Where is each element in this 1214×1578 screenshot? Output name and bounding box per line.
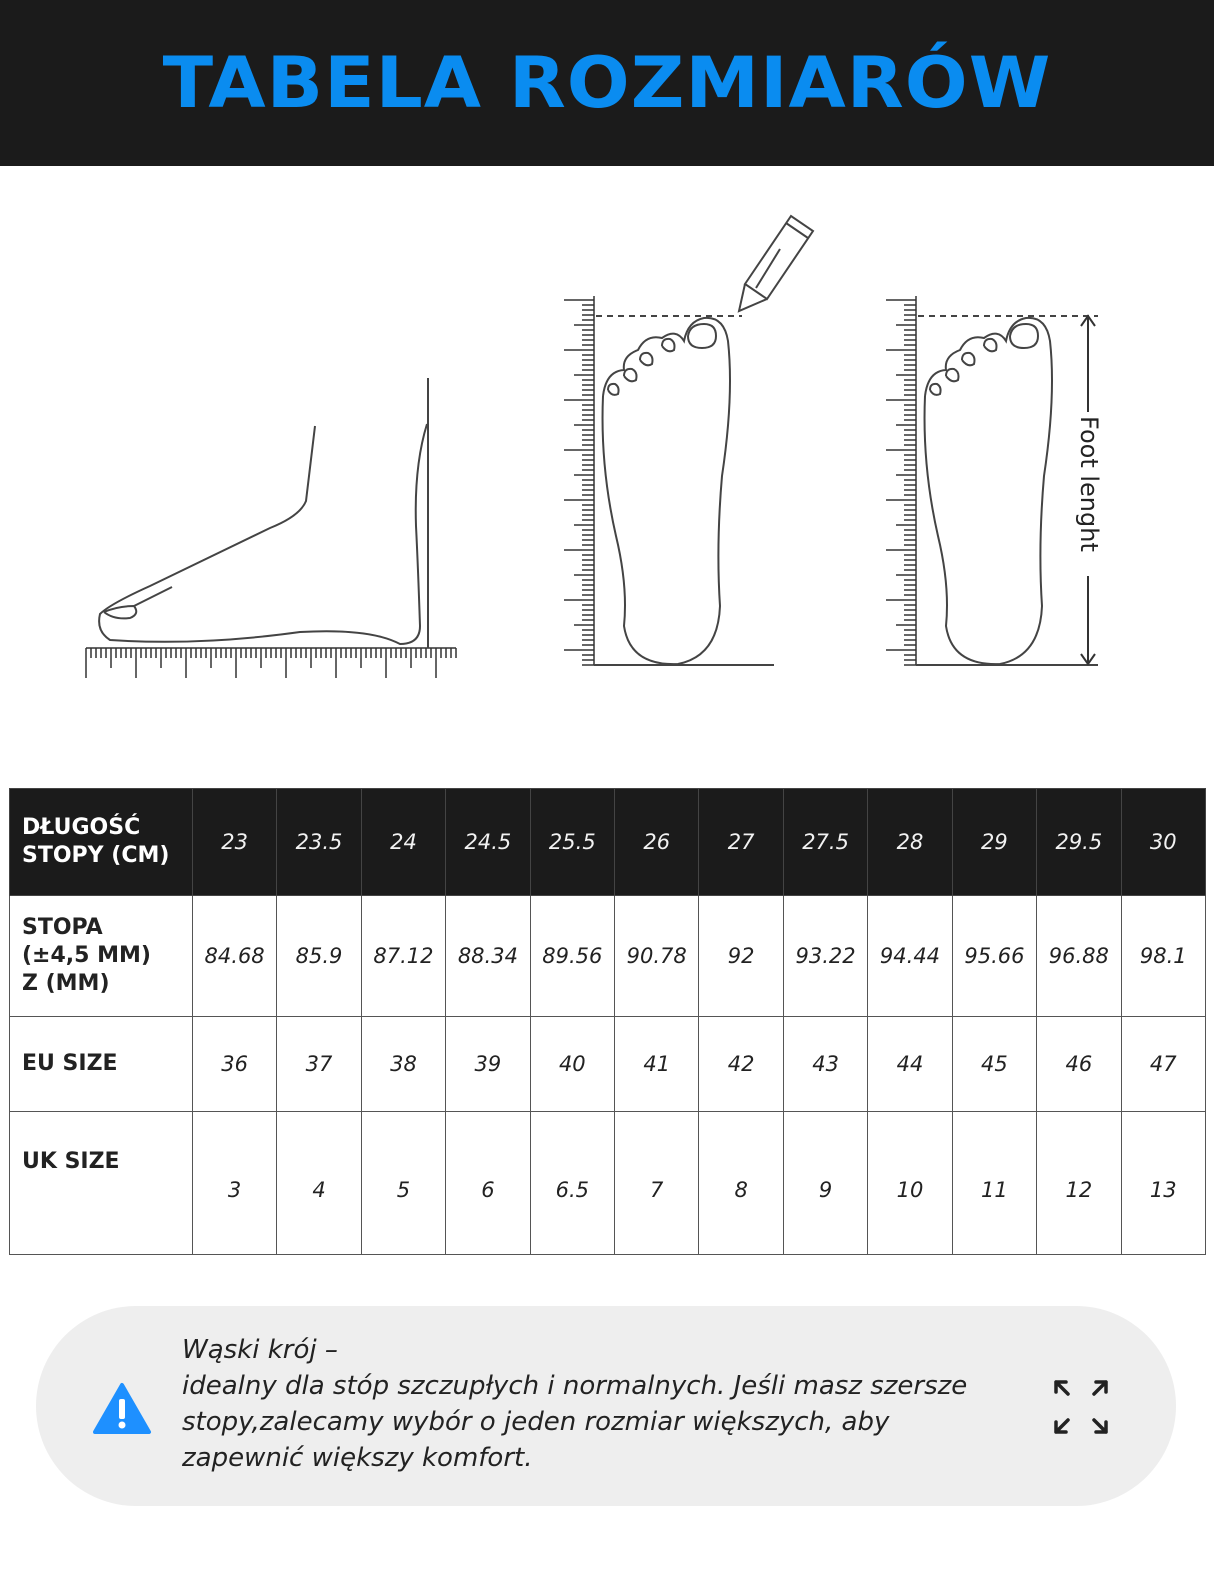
table-cell: 39 [446,1017,530,1112]
table-cell: 43 [783,1017,867,1112]
side-view-foot [99,378,428,648]
top-view-foot-right [916,316,1098,665]
table-cell: 13 [1121,1112,1205,1255]
table-cell: 84.68 [192,896,276,1017]
table-cell: 3 [192,1112,276,1255]
column-header: 29.5 [1037,789,1121,896]
table-cell: 47 [1121,1017,1205,1112]
vertical-ruler-left [564,296,594,665]
note-line: idealny dla stóp szczupłych i normalnych. Jeśli masz szersze [182,1371,968,1401]
table-cell: 93.22 [783,896,867,1017]
warning-triangle-icon [92,1382,152,1436]
table-cell: 36 [192,1017,276,1112]
table-cell: 7 [615,1112,699,1255]
side-view-ruler [86,648,456,678]
column-header: 23 [192,789,276,896]
table-cell: 96.88 [1037,896,1121,1017]
note-line: zapewnić większy komfort. [182,1443,533,1473]
note-line: stopy,zalecamy wybór o jeden rozmiar większych, aby [182,1407,890,1437]
column-header: 25.5 [530,789,614,896]
table-cell: 8 [699,1112,783,1255]
expand-arrows-icon [1052,1378,1110,1436]
table-cell: 88.34 [446,896,530,1017]
table-header-row [10,789,1206,896]
table-cell: 6.5 [530,1112,614,1255]
table-cell: 38 [361,1017,445,1112]
column-header: 24 [361,789,445,896]
foot-length-label: Foot lenght [1075,416,1103,552]
header-banner [0,0,1214,166]
column-header: 26 [615,789,699,896]
table-cell: 40 [530,1017,614,1112]
table-cell: 5 [361,1112,445,1255]
column-header: 24.5 [446,789,530,896]
top-view-foot-left [594,316,774,665]
table-cell: 90.78 [615,896,699,1017]
column-header: 27.5 [783,789,867,896]
table-cell: 4 [277,1112,361,1255]
column-header: 29 [952,789,1036,896]
note-line: Wąski krój – [182,1335,338,1365]
table-row-foot-mm [10,896,1206,1017]
page-title: TABELA ROZMIARÓW [162,42,1052,124]
table-cell: 95.66 [952,896,1036,1017]
table-cell: 9 [783,1112,867,1255]
table-row-uk-size [10,1112,1206,1255]
table-cell: 12 [1037,1112,1121,1255]
fit-note-text [182,1332,1062,1476]
table-cell: 10 [868,1112,952,1255]
table-cell: 98.1 [1121,896,1205,1017]
table-cell: 85.9 [277,896,361,1017]
table-cell: 94.44 [868,896,952,1017]
column-header: 27 [699,789,783,896]
size-table [9,788,1206,1255]
row-label: STOPA (±4,5 MM) Z (MM) [10,896,193,1017]
foot-measurement-illustration [0,166,1214,766]
table-cell: 45 [952,1017,1036,1112]
row-label: UK SIZE [10,1112,193,1255]
table-cell: 92 [699,896,783,1017]
fit-note-panel [36,1306,1176,1506]
row-label: EU SIZE [10,1017,193,1112]
column-header: 23.5 [277,789,361,896]
pencil-icon [739,216,813,311]
column-header: 30 [1121,789,1205,896]
table-cell: 41 [615,1017,699,1112]
table-row-eu-size [10,1017,1206,1112]
table-cell: 87.12 [361,896,445,1017]
table-cell: 42 [699,1017,783,1112]
table-cell: 46 [1037,1017,1121,1112]
table-cell: 89.56 [530,896,614,1017]
table-cell: 37 [277,1017,361,1112]
table-cell: 44 [868,1017,952,1112]
column-header: 28 [868,789,952,896]
vertical-ruler-right [886,296,916,665]
header-label: DŁUGOŚĆ STOPY (CM) [10,789,193,896]
table-cell: 11 [952,1112,1036,1255]
table-cell: 6 [446,1112,530,1255]
